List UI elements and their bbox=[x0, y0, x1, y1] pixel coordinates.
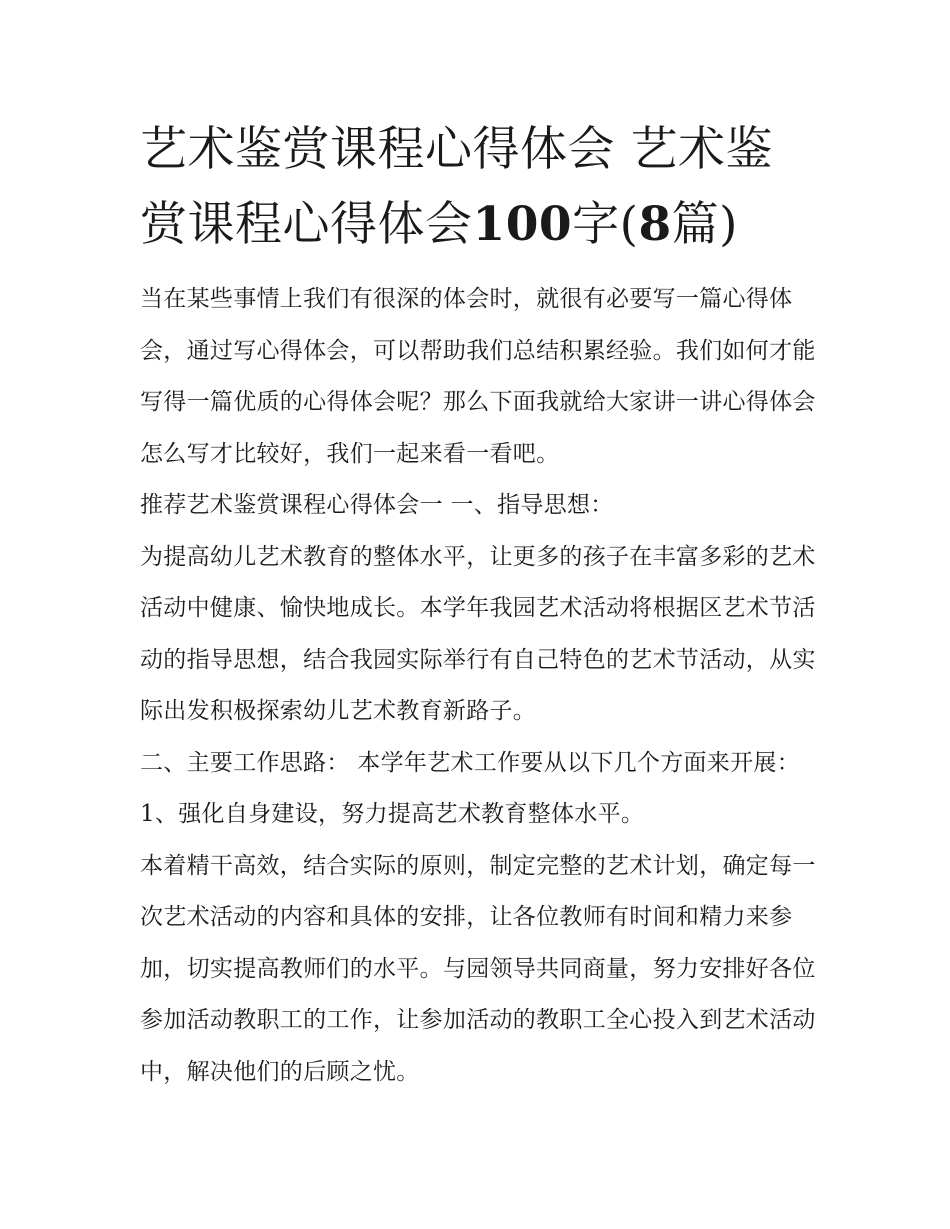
title-text-piece-unit: 篇) bbox=[671, 197, 738, 252]
document-title bbox=[140, 112, 820, 262]
paragraph-guiding-idea: 为提高幼儿艺术教育的整体水平，让更多的孩子在丰富多彩的艺术活动中健康、愉快地成长。本学年我园艺术活动将根据区艺术节活动的指导思想，结合我园实际举行有自己特色的艺术节活动，从实际出发积极探索幼儿艺术教育新路子。 bbox=[140, 543, 816, 724]
title-number-words: 100 bbox=[472, 197, 573, 252]
title-number-count: 8 bbox=[638, 197, 672, 252]
paragraph-work-approach: 二、主要工作思路： 本学年艺术工作要从以下几个方面来开展： 1、强化自身建设，努力提高艺术教育整体水平。 bbox=[140, 749, 801, 827]
document-body bbox=[140, 274, 820, 1098]
title-text-main: 艺术鉴赏课程心得体会 艺术鉴赏课程心得体会 bbox=[140, 122, 773, 252]
title-text-word-unit: 字( bbox=[572, 197, 639, 252]
document-page bbox=[140, 112, 820, 1098]
paragraph-principles: 本着精干高效，结合实际的原则，制定完整的艺术计划，确定每一次艺术活动的内容和具体的安排，让各位教师有时间和精力来参加，切实提高教师们的水平。与园领导共同商量，努力安排好各位参加活动教职工的工作，让参加活动的教职工全心投入到艺术活动中，解决他们的后顾之忧。 bbox=[140, 852, 816, 1085]
paragraph-section-heading: 推荐艺术鉴赏课程心得体会一 一、指导思想： bbox=[140, 492, 614, 518]
paragraph-intro: 当在某些事情上我们有很深的体会时，就很有必要写一篇心得体会，通过写心得体会，可以帮助我们总结积累经验。我们如何才能写得一篇优质的心得体会呢？那么下面我就给大家讲一讲心得体会怎么写才比较好，我们一起来看一看吧。 bbox=[140, 286, 816, 467]
